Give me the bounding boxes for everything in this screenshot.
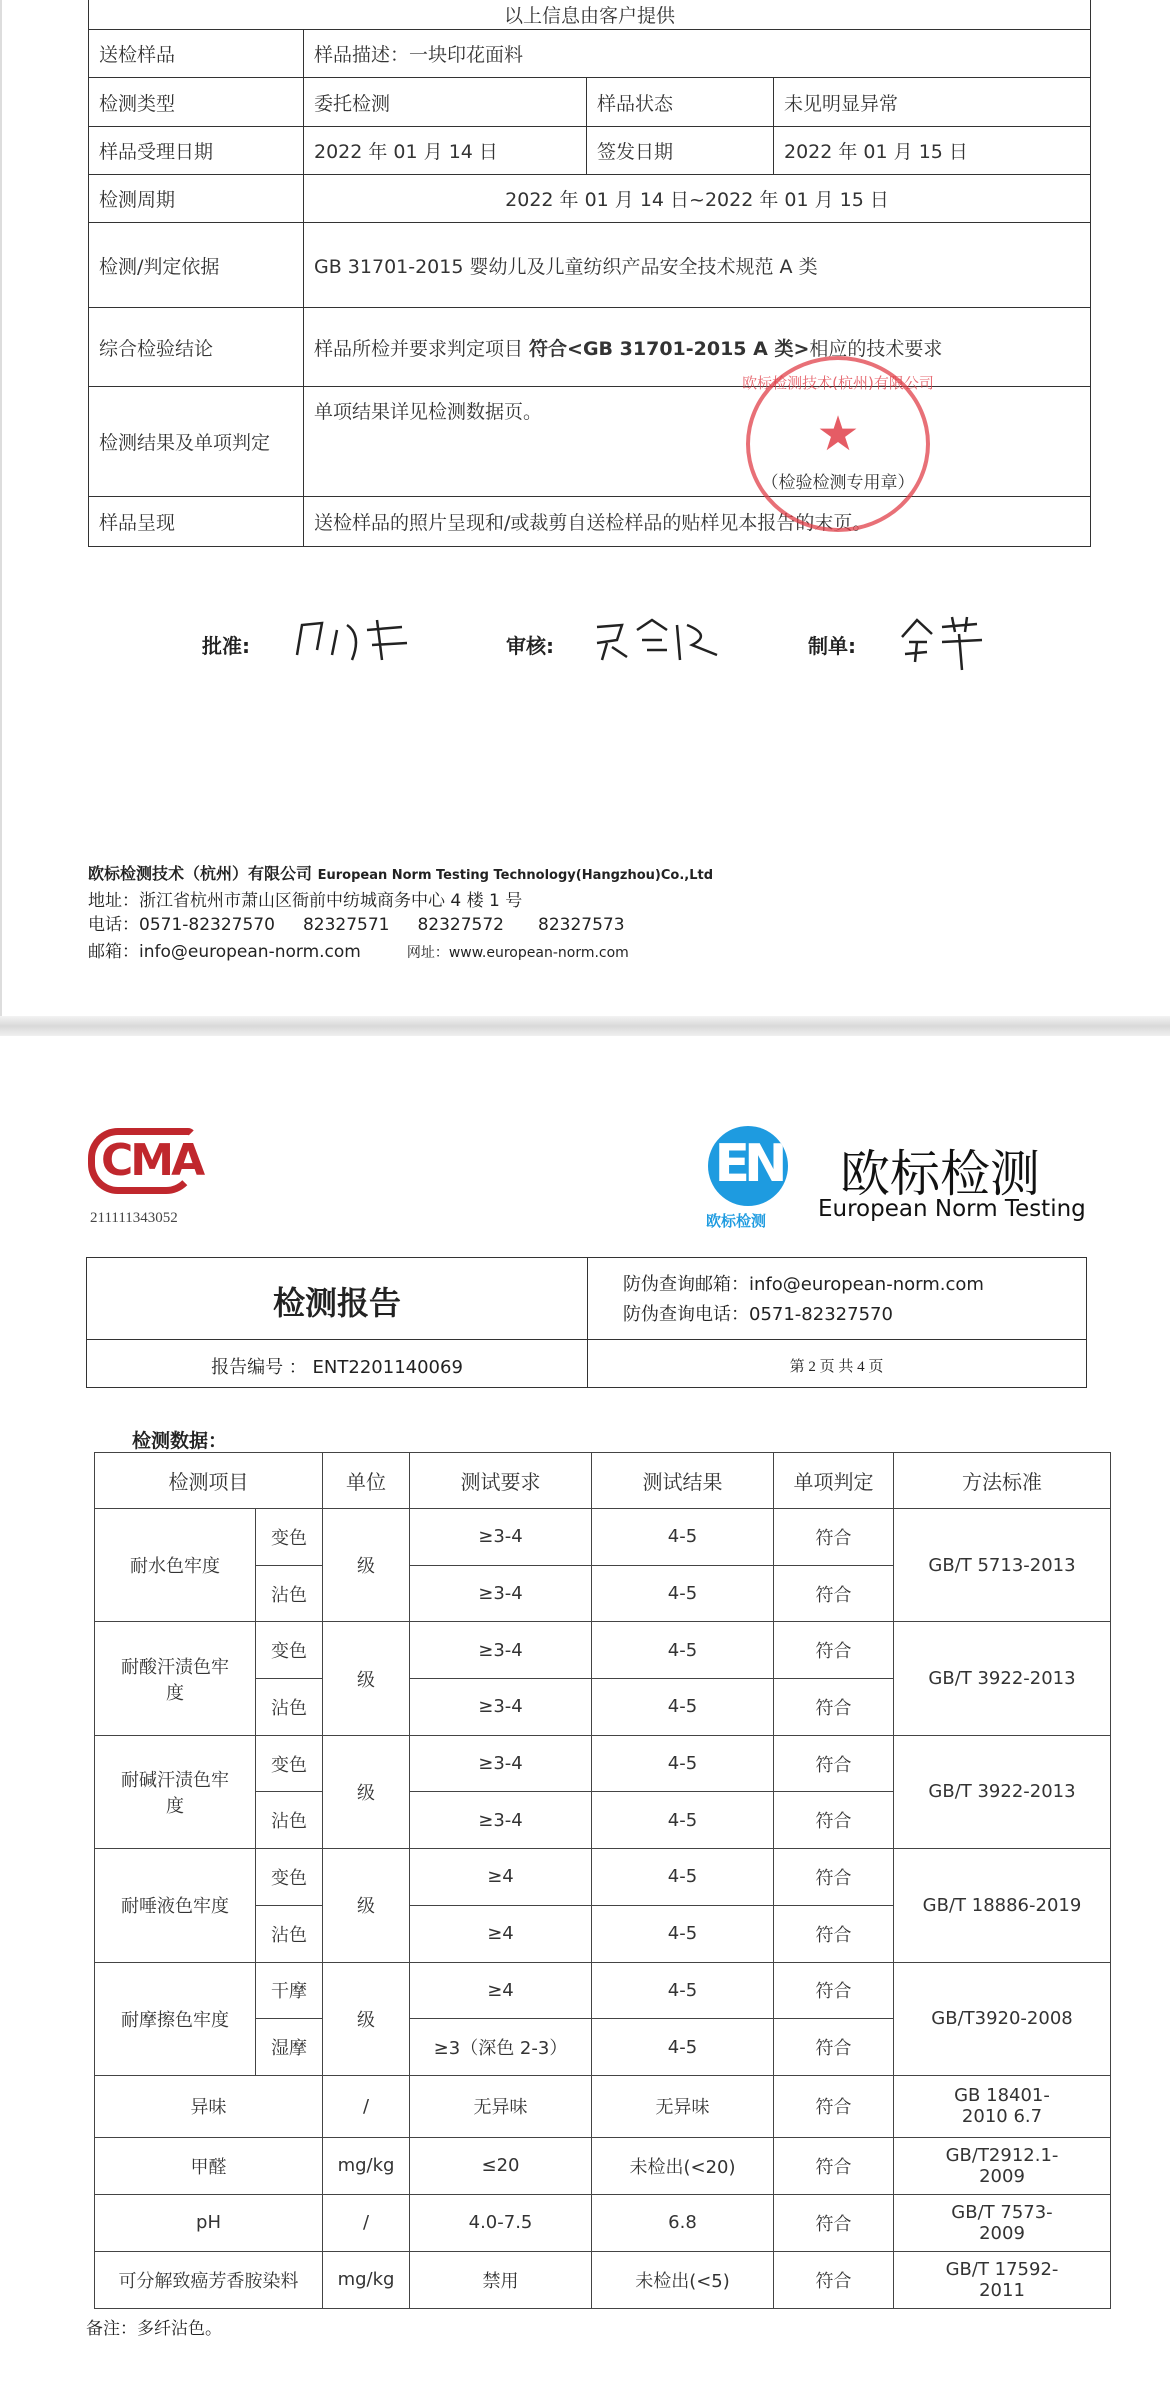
judgement: 符合 [774,1622,894,1679]
en-logo-sub: 欧标检测 [706,1212,767,1230]
unit: 级 [323,1849,410,1962]
req: 4.0-7.5 [410,2194,592,2251]
bold-text: 符合<GB 31701-2015 A 类> [529,337,810,360]
result: 4-5 [592,1849,774,1906]
anti-fake-email: 防伪查询邮箱：info@european-norm.com [623,1274,984,1295]
label: 样品状态 [587,78,774,127]
sub-item: 干摩 [256,1962,323,2019]
report-number-value: ENT2201140069 [312,1357,463,1378]
stamp-text: 欧标检测技术(杭州)有限公司 [742,374,934,392]
result: 4-5 [592,1792,774,1849]
value: 送检样品的照片呈现和/或裁剪自送检样品的贴样见本报告的末页。 [304,497,1091,547]
test-item: 耐唾液色牢度 [95,1849,256,1962]
table-row [95,2075,1111,2137]
requirement: ≥3（深色 2-3） [410,2019,592,2076]
table-row [95,1962,1111,2019]
phone: 82327571 [302,915,390,935]
label: 样品呈现 [89,497,304,547]
result: 4-5 [592,2019,774,2076]
phone-line [88,910,625,935]
client-note: 以上信息由客户提供 [89,0,1091,30]
value: 样品描述：一块印花面料 [304,30,1091,78]
requirement: ≥3-4 [410,1679,592,1736]
requirement: ≥3-4 [410,1509,592,1566]
sub-item: 变色 [256,1735,323,1792]
label: 样品受理日期 [89,127,304,175]
report-number [87,1353,587,1379]
judgement: 符合 [774,1792,894,1849]
table-row [95,1509,1111,1566]
judge: 符合 [774,2137,894,2194]
test-item: 可分解致癌芳香胺染料 [95,2251,323,2308]
test-data-table [94,1452,1111,2309]
label: 检测周期 [89,175,304,223]
cma-logo [88,1128,203,1194]
en-logo-text: EN [714,1134,782,1194]
data-section-title: 检测数据： [132,1430,228,1452]
sub-item: 沾色 [256,1679,323,1736]
req: 禁用 [410,2251,592,2308]
method: GB/T 7573-2009 [894,2194,1111,2251]
test-item: 耐碱汗渍色牢度 [95,1735,256,1848]
requirement: ≥3-4 [410,1792,592,1849]
brand-name-cn: 欧标检测 [840,1145,1040,1203]
column-header: 方法标准 [894,1453,1111,1509]
column-header: 测试要求 [410,1453,592,1509]
sub-item: 变色 [256,1622,323,1679]
page-separator [0,1016,1170,1036]
judgement: 符合 [774,1905,894,1962]
result: 4-5 [592,1735,774,1792]
method: GB 18401-2010 6.7 [894,2075,1111,2137]
unit: / [323,2075,410,2137]
report-number-label: 报告编号 ： [211,1357,307,1378]
unit: / [323,2194,410,2251]
sub-item: 沾色 [256,1565,323,1622]
result: 无异味 [592,2075,774,2137]
sub-item: 湿摩 [256,2019,323,2076]
company-en: European Norm Testing Technology(Hangzhou)Co.,Ltd [317,868,714,883]
req: ≤20 [410,2137,592,2194]
report-page-2 [0,1036,1170,2388]
value: 委托检测 [304,78,587,127]
test-item: 耐摩擦色牢度 [95,1962,256,2075]
requirement: ≥3-4 [410,1622,592,1679]
label: 检测类型 [89,78,304,127]
result: 未检出(<5) [592,2251,774,2308]
method: GB/T 3922-2013 [894,1735,1111,1848]
unit: 级 [323,1622,410,1735]
email: 邮箱：info@european-norm.com [88,942,361,962]
label: 检测结果及单项判定 [89,387,304,497]
prepare-label: 制单: [808,634,856,658]
unit: mg/kg [323,2137,410,2194]
result: 4-5 [592,1509,774,1566]
contact-line [88,937,629,962]
page-indicator: 第 2 页 共 4 页 [789,1359,884,1375]
table-row [95,1735,1111,1792]
company-cn: 欧标检测技术（杭州）有限公司 [88,864,313,883]
report-page-1 [0,0,1170,1016]
result: 6.8 [592,2194,774,2251]
requirement: ≥4 [410,1962,592,2019]
table-row [95,1622,1111,1679]
column-header: 测试结果 [592,1453,774,1509]
value: 2022 年 01 月 14 日 [304,127,587,175]
method: GB/T 17592-2011 [894,2251,1111,2308]
method: GB/T 5713-2013 [894,1509,1111,1622]
result: 4-5 [592,1622,774,1679]
judgement: 符合 [774,1962,894,2019]
company-line [88,861,713,884]
column-header: 检测项目 [95,1453,323,1509]
label: 送检样品 [89,30,304,78]
text: 样品所检并要求判定项目 [314,337,530,360]
judge: 符合 [774,2075,894,2137]
phone: 82327572 [417,915,504,935]
sub-item: 变色 [256,1509,323,1566]
label: 签发日期 [587,127,774,175]
method: GB/T3920-2008 [894,1962,1111,2075]
judge: 符合 [774,2251,894,2308]
requirement: ≥4 [410,1905,592,1962]
req: 无异味 [410,2075,592,2137]
report-header-box [86,1257,1087,1388]
test-item: 耐酸汗渍色牢度 [95,1622,256,1735]
stamp-sub: （检验检测专用章） [761,473,915,493]
address: 地址：浙江省杭州市萧山区衙前中纺城商务中心 4 楼 1 号 [88,891,523,911]
sample-info-table [88,0,1091,547]
review-label: 审核: [506,634,554,658]
table-row [95,2251,1111,2308]
judgement: 符合 [774,1849,894,1906]
result: 4-5 [592,1565,774,1622]
brand-name-en: European Norm Testing [818,1196,1086,1222]
value: 单项结果详见检测数据页。 [304,387,1091,497]
method: GB/T 3922-2013 [894,1622,1111,1735]
requirement: ≥4 [410,1849,592,1906]
value: 2022 年 01 月 15 日 [774,127,1091,175]
test-item: 耐水色牢度 [95,1509,256,1622]
report-title: 检测报告 [272,1284,401,1322]
requirement: ≥3-4 [410,1565,592,1622]
judge: 符合 [774,2194,894,2251]
divider [87,1339,1086,1340]
approve-label: 批准: [202,634,250,658]
anti-fake-phone: 防伪查询电话：0571-82327570 [623,1304,893,1325]
cma-logo-text: CMA [101,1135,203,1186]
review-signature [592,615,722,665]
column-header: 单位 [323,1453,410,1509]
phone: 0571-82327570 [139,915,275,935]
result: 4-5 [592,1962,774,2019]
unit: 级 [323,1962,410,2075]
value: 2022 年 01 月 14 日~2022 年 01 月 15 日 [304,175,1091,223]
table-note: 备注：多纤沾色。 [86,2319,222,2339]
table-row [95,2137,1111,2194]
judgement: 符合 [774,1735,894,1792]
result: 未检出(<20) [592,2137,774,2194]
phone: 82327573 [538,915,625,935]
requirement: ≥3-4 [410,1735,592,1792]
label: 检测/判定依据 [89,223,304,308]
unit: 级 [323,1735,410,1848]
prepare-signature [897,612,987,672]
table-row [95,1849,1111,1906]
star-icon: ★ [816,406,860,462]
method: GB/T 18886-2019 [894,1849,1111,1962]
judgement: 符合 [774,1509,894,1566]
official-stamp [742,356,934,532]
table-row [95,2194,1111,2251]
test-item: 甲醛 [95,2137,323,2194]
method: GB/T2912.1-2009 [894,2137,1111,2194]
phone-label: 电话： [88,915,139,935]
approve-signature [292,615,412,665]
en-logo [708,1126,788,1206]
header-row [95,1453,1111,1509]
text: 相应的技术要求 [809,337,943,360]
result: 4-5 [592,1905,774,1962]
judgement: 符合 [774,1679,894,1736]
test-item: 异味 [95,2075,323,2137]
judgement: 符合 [774,1565,894,1622]
test-item: pH [95,2194,323,2251]
website: 网址：www.european-norm.com [406,945,629,961]
label: 综合检验结论 [89,308,304,387]
unit: 级 [323,1509,410,1622]
cma-number: 211111343052 [90,1210,178,1226]
sub-item: 沾色 [256,1792,323,1849]
judgement: 符合 [774,2019,894,2076]
value: GB 31701-2015 婴幼儿及儿童纺织产品安全技术规范 A 类 [304,223,1091,308]
result: 4-5 [592,1679,774,1736]
column-header: 单项判定 [774,1453,894,1509]
conclusion-value [304,308,1091,387]
sub-item: 变色 [256,1849,323,1906]
sub-item: 沾色 [256,1905,323,1962]
value: 未见明显异常 [774,78,1091,127]
unit: mg/kg [323,2251,410,2308]
